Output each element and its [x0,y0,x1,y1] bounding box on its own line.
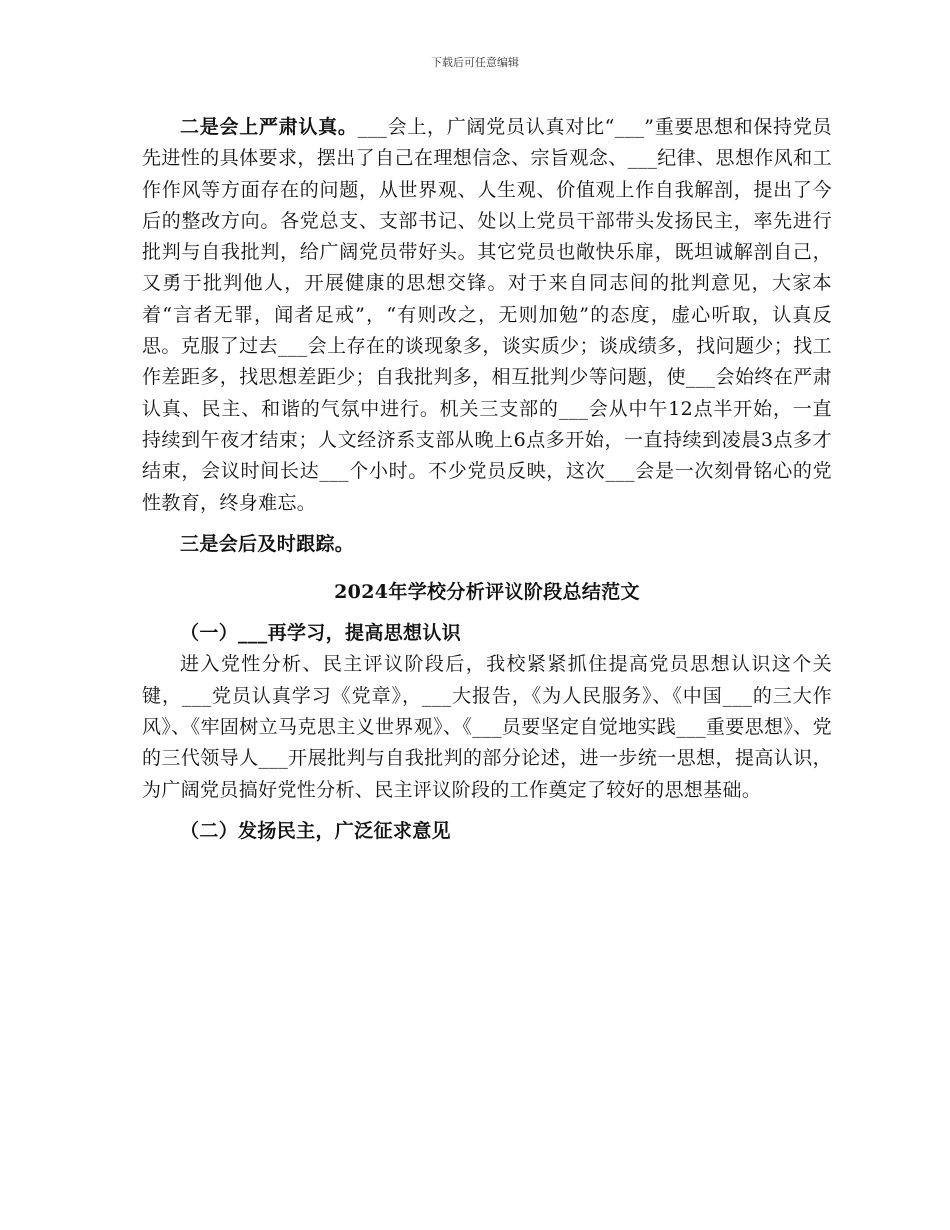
document-title: 2024年学校分析评议阶段总结范文 [334,581,640,604]
paragraph-lead: 二是会上严肃认真。 [180,116,358,138]
paragraph-meeting [142,112,832,519]
header-note: 下载后可任意编辑 [431,56,519,69]
paragraph-follow-up: 三是会后及时跟踪。 [180,532,355,555]
paragraph-text: ___会上，广阔党员认真对比“___”重要思想和保持党员先进性的具体要求，摆出了自己在理想信念、宗旨观念、___纪律、思想作风和工作作风等方面存在的问题，从世界观、人生观、价值观上作自我解剖，提出了今后的整改方向。各党总支、支部书记、处以上党员干部带头发扬民主，率先进行批判与自我批判，给广阔党员带好头。其它党员也敞快乐扉，既坦诚解剖自己，又勇于批判他人，开展健康的思想交锋。对于来自同志间的批判意见，大家本着“言者无罪，闻者足戒”，“有则改之，无则加勉”的态度，虚心听取，认真反思。克服了过去___会上存在的谈现象多，谈实质少；谈成绩多，找问题少；找工作差距多，找思想差距少；自我批判多，相互批判少等问题，使___会始终在严肃认真、民主、和谐的气氛中进行。机关三支部的___会从中午12点半开始，一直持续到午夜才结束；人文经济系支部从晚上6点多开始，一直持续到凌晨3点多才结束，会议时间长达___个小时。不少党员反映，这次___会是一次刻骨铭心的党性教育，终身难忘。 [142,116,832,514]
document-body [142,112,832,847]
section-heading-1: （一）___再学习，提高思想认识 [180,622,462,645]
section-heading-2: （二）发扬民主，广泛征求意见 [180,819,451,842]
section-text-1: 进入党性分析、民主评议阶段后，我校紧紧抓住提高党员思想认识这个关键，___党员认真学习《党章》，___大报告，《为人民服务》、《中国___的三大作风》、《牢固树立马克思主义世界观》、《___员要坚定自觉地实践___重要思想》、党的三代领导人___开展批判与自我批判的部分论述，进一步统一思想，提高认识，为广阔党员搞好党性分析、民主评议阶段的工作奠定了较好的思想基础。 [142,653,832,801]
